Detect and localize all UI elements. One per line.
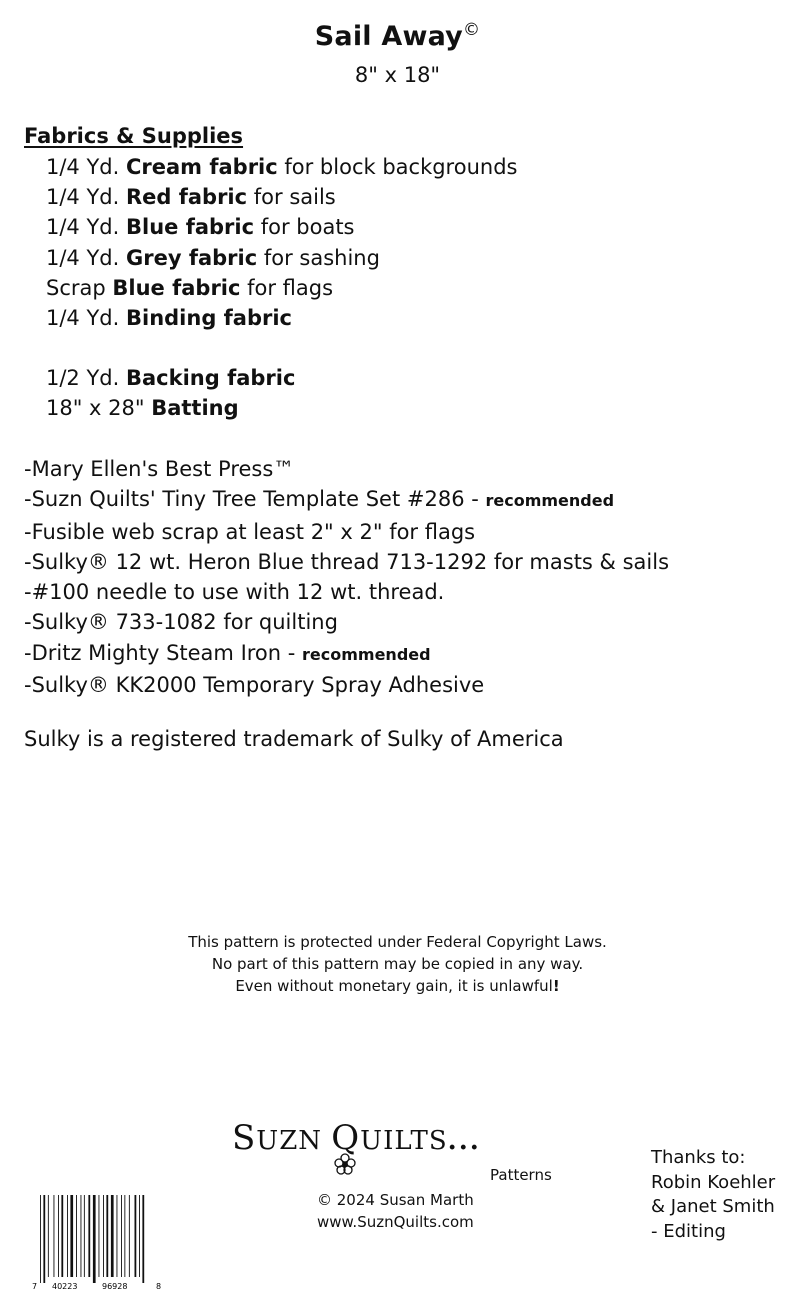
barcode-digit: 96928 — [102, 1282, 128, 1291]
finished-size: 8" x 18" — [354, 63, 441, 87]
upc-barcode — [30, 1193, 165, 1293]
fabric-list — [46, 152, 517, 424]
supplies-list — [24, 454, 669, 700]
barcode-digit: 8 — [156, 1282, 162, 1291]
fabric-item: 1/4 Yd. Red fabric for sails — [46, 185, 336, 210]
fabric-item: 1/4 Yd. Cream fabric for block backgrounds — [46, 155, 518, 179]
supply-item: -Suzn Quilts' Tiny Tree Template Set #286 - recommended — [24, 487, 615, 512]
copyright-symbol: © — [463, 20, 481, 40]
supply-item: -Mary Ellen's Best Press™ — [24, 457, 295, 481]
thanks-block: Thanks to: Robin Koehler & Janet Smith - Editing — [651, 1147, 776, 1242]
copyright-line: © 2024 Susan Marth www.SuznQuilts.com — [317, 1191, 474, 1231]
fabric-item: 1/4 Yd. Binding fabric — [46, 306, 293, 331]
fabric-item: 1/4 Yd. Grey fabric for sashing — [46, 245, 380, 270]
website-link[interactable]: www.SuznQuilts.com — [317, 1213, 474, 1231]
supply-item: -#100 needle to use with 12 wt. thread. — [24, 580, 445, 605]
fabric-item: 18" x 28" Batting — [46, 396, 239, 421]
fabrics-heading: Fabrics & Supplies — [24, 124, 244, 148]
flower-icon — [333, 1152, 357, 1176]
barcode-digit: 40223 — [52, 1282, 78, 1291]
copyright-notice: This pattern is protected under Federal Copyright Laws. No part of this pattern may be copied in any way. Even without monetary gain, it is unlawful! — [188, 933, 607, 995]
fabric-item: 1/4 Yd. Blue fabric for boats — [46, 215, 355, 240]
supply-item: -Sulky® 733-1082 for quilting — [24, 610, 338, 635]
trademark-note: Sulky is a registered trademark of Sulky of America — [24, 727, 564, 751]
supply-item: -Dritz Mighty Steam Iron - recommended — [24, 640, 431, 665]
fabric-item: Scrap Blue fabric for flags — [46, 275, 334, 300]
suzn-quilts-logo: SUZN QUILTS... — [232, 1118, 481, 1158]
patterns-label: Patterns — [490, 1166, 552, 1184]
supply-item: -Sulky® 12 wt. Heron Blue thread 713-1292 for masts & sails — [24, 549, 670, 574]
supply-item: -Sulky® KK2000 Temporary Spray Adhesive — [24, 673, 485, 698]
fabric-item: 1/2 Yd. Backing fabric — [46, 366, 296, 391]
title-text: Sail Away — [314, 21, 463, 52]
page-title — [0, 20, 795, 52]
supply-item: -Fusible web scrap at least 2" x 2" for flags — [24, 519, 476, 544]
barcode-digit: 7 — [32, 1282, 38, 1291]
